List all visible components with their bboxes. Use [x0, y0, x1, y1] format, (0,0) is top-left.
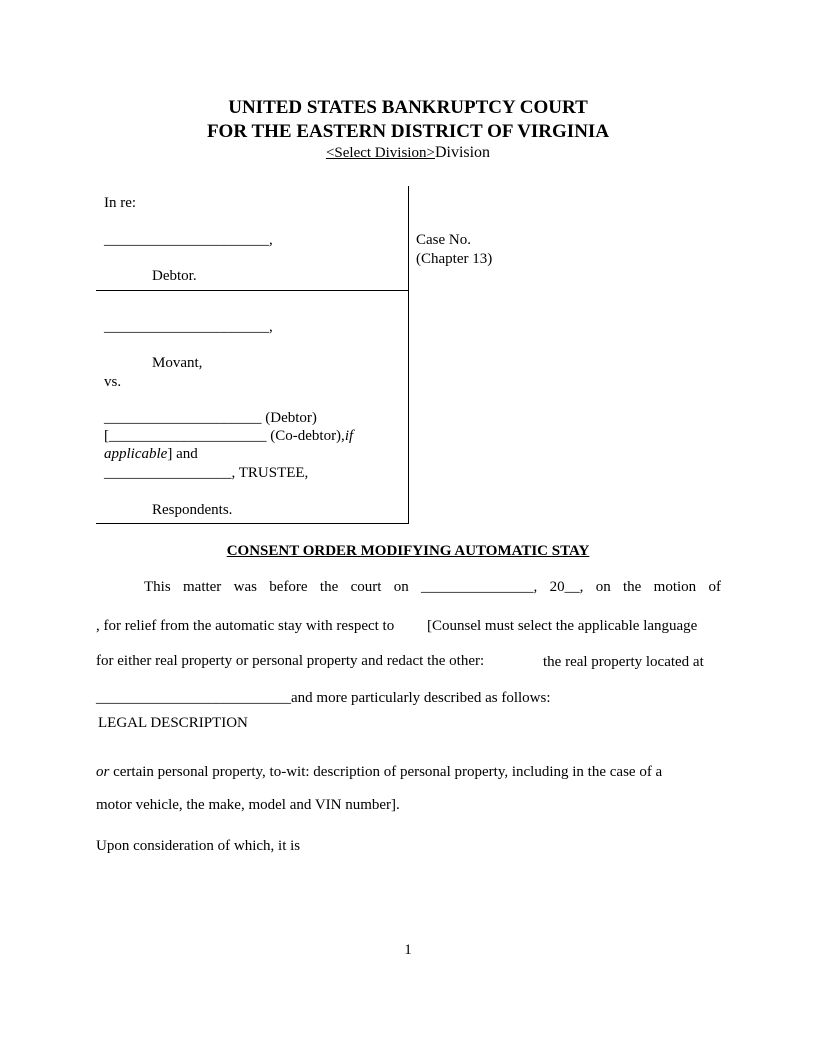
- personal-property-text: certain personal property, to-wit: description of personal property, including in the case of a: [109, 764, 663, 780]
- caption-vertical-divider: [408, 186, 409, 524]
- respondent-applicable-line: [104, 446, 198, 463]
- or-text: or: [96, 764, 110, 780]
- court-name-line2: FOR THE EASTERN DISTRICT OF VIRGINIA: [206, 121, 610, 142]
- division-select-field[interactable]: <Select Division>: [325, 145, 435, 161]
- personal-property-line1: [96, 764, 662, 781]
- respondent-codebtor-blank[interactable]: [_____________________ (Co-debtor),: [104, 428, 345, 444]
- order-paragraph-line1: This matter was before the court on _______________, 20__, on the motion of: [144, 579, 721, 595]
- order-title: CONSENT ORDER MODIFYING AUTOMATIC STAY: [226, 543, 590, 559]
- codebtor-if-text: if: [344, 428, 354, 444]
- in-re-label: In re:: [104, 195, 137, 211]
- court-name-line1: UNITED STATES BANKRUPTCY COURT: [228, 97, 588, 118]
- caption-divider-bottom: [96, 523, 409, 524]
- division-suffix: Division: [434, 144, 491, 161]
- debtor-name-blank[interactable]: ______________________,: [104, 232, 273, 248]
- consideration-text: Upon consideration of which, it is: [96, 838, 301, 854]
- personal-property-line2: motor vehicle, the make, model and VIN number].: [96, 797, 400, 813]
- movant-name-blank[interactable]: ______________________,: [104, 319, 273, 335]
- chapter-label: (Chapter 13): [416, 251, 493, 267]
- legal-description-field[interactable]: LEGAL DESCRIPTION: [98, 715, 248, 731]
- and-text: ] and: [167, 446, 198, 462]
- movant-label: Movant,: [152, 355, 203, 371]
- respondent-debtor-blank[interactable]: _____________________ (Debtor): [104, 410, 317, 426]
- applicable-text: applicable: [104, 446, 168, 462]
- case-number-label: Case No.: [416, 232, 471, 248]
- debtor-label: Debtor.: [152, 268, 197, 284]
- counsel-instruction-line3: for either real property or personal property and redact the other:: [96, 653, 485, 669]
- counsel-instruction-line2: [Counsel must select the applicable language: [427, 618, 698, 634]
- page-number: 1: [404, 942, 412, 958]
- order-paragraph-line2a: , for relief from the automatic stay with respect to: [96, 618, 395, 634]
- vs-label: vs.: [104, 374, 122, 390]
- respondent-codebtor-line: [104, 428, 353, 445]
- trustee-blank[interactable]: _________________, TRUSTEE,: [104, 465, 309, 481]
- division-line: [0, 144, 816, 162]
- caption-divider-debtor: [96, 290, 409, 291]
- respondents-label: Respondents.: [152, 502, 233, 518]
- property-location-line[interactable]: __________________________and more particularly described as follows:: [96, 690, 551, 706]
- real-property-text: the real property located at: [543, 654, 704, 670]
